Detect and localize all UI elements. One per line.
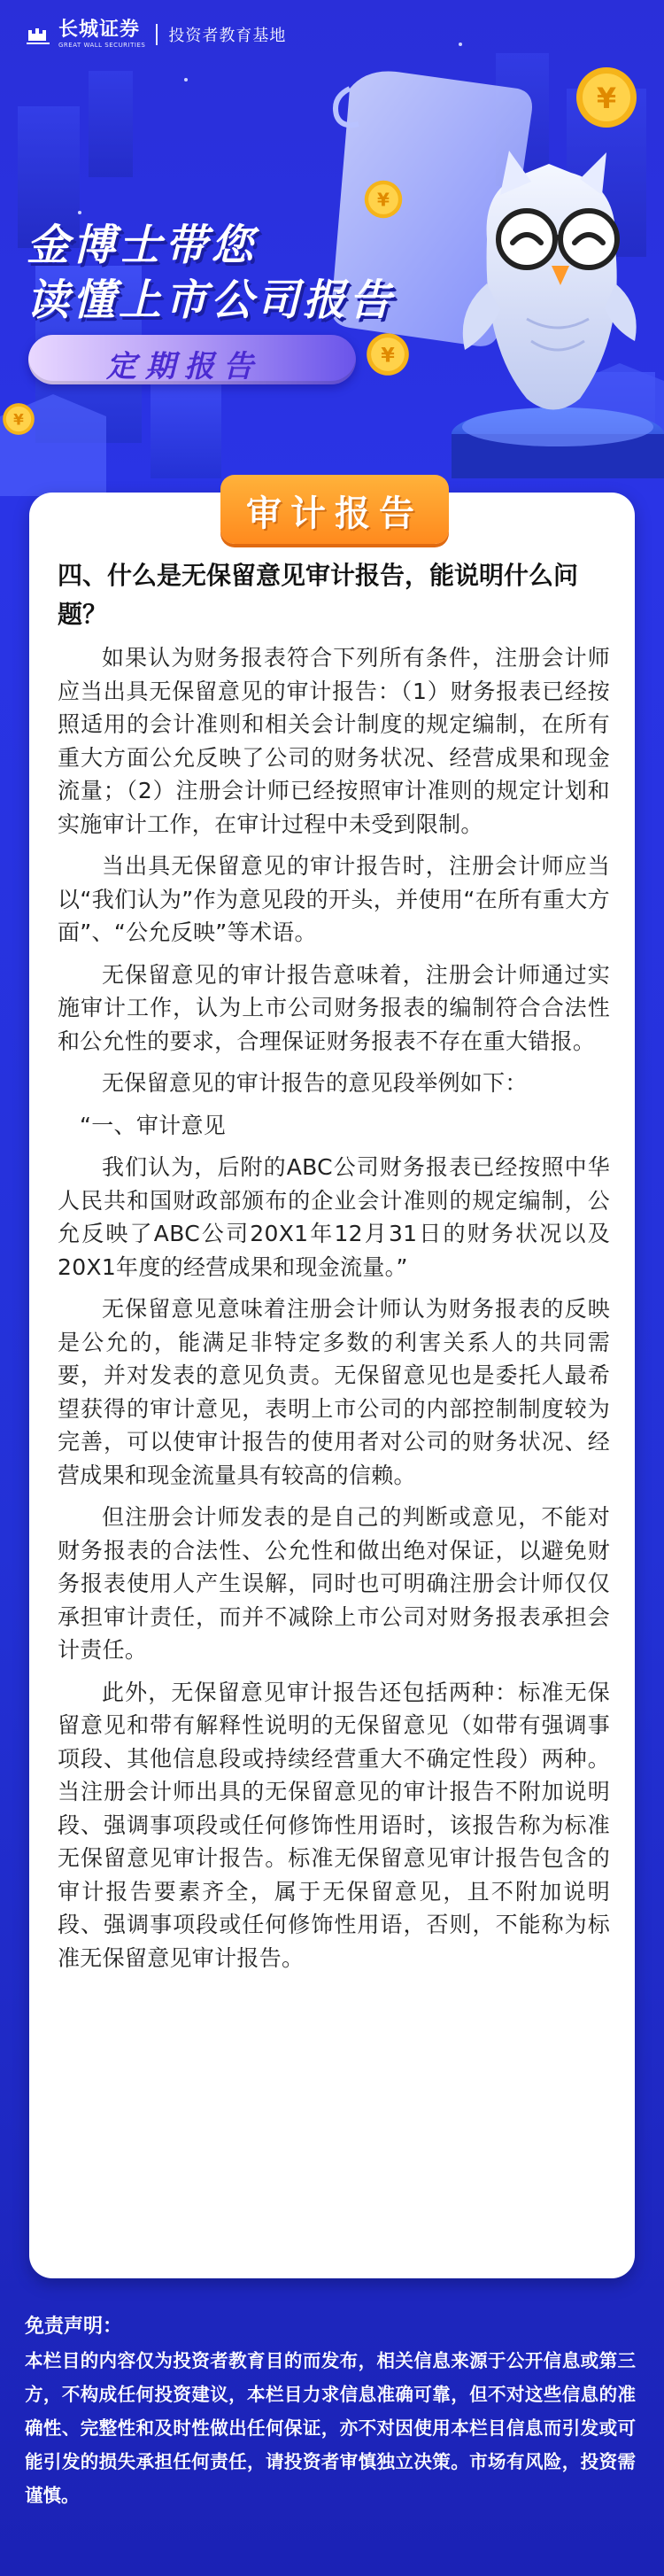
article-paragraph: 当出具无保留意见的审计报告时，注册会计师应当以“我们认为”作为意见段的开头，并使用“在所有重大方面”、“公允反映”等术语。 (58, 853, 610, 945)
article-paragraph: 但注册会计师发表的是自己的判断或意见，不能对财务报表的合法性、公允性和做出绝对保证，以避免财务报表使用人产生误解，同时也可明确注册会计师仅仅承担审计责任，而并不减除上市公司对财务报表承担会计责任。 (58, 1504, 610, 1663)
brand-subtitle: 投资者教育基地 (168, 27, 287, 45)
card-header-title: 审计报告 (246, 493, 423, 534)
article-paragraph: 此外，无保留意见审计报告还包括两种：标准无保留意见和带有解释性说明的无保留意见（如带有强调事项段、其他信息段或持续经营重大不确定性段）两种。当注册会计师出具的无保留意见的审计报告不附加说明段、强调事项段或任何修饰性用语时，该报告称为标准无保留意见审计报告。标准无保留意见审计报告包含的审计报告要素齐全，属于无保留意见，且不附加说明段、强调事项段或任何修饰性用语，否则，不能称为标准无保留意见审计报告。 (58, 1679, 610, 1971)
category-pill-label: 定期报告 (106, 349, 262, 384)
svg-text:¥: ¥ (596, 81, 617, 115)
card-header-tab (220, 475, 449, 544)
coin-icon (571, 62, 642, 133)
brand-name-en: GREAT WALL SECURITIES (58, 42, 146, 49)
coin-icon (361, 177, 405, 221)
article-paragraph: 无保留意见的审计报告意味着，注册会计师通过实施审计工作，认为上市公司财务报表的编制符合合法性和公允性的要求，合理保证财务报表不存在重大错报。 (58, 961, 610, 1054)
great-wall-logo-icon (25, 21, 51, 48)
brand-logo-text (58, 20, 145, 49)
article-paragraph: “一、审计意见 (80, 1112, 227, 1138)
disclaimer-section (25, 2312, 636, 2512)
svg-text:¥: ¥ (377, 189, 390, 211)
coin-icon (0, 400, 37, 438)
question-heading: 四、什么是无保留意见审计报告，能说明什么问题？ (58, 561, 579, 629)
article-paragraph: 我们认为，后附的ABC公司财务报表已经按照中华人民共和国财政部颁布的企业会计准则的规定编制，公允反映了ABC公司20X1年12月31日的财务状况以及20X1年度的经营成果和现金流量。” (58, 1154, 610, 1280)
disclaimer-body: 本栏目的内容仅为投资者教育目的而发布，相关信息来源于公开信息或第三方，不构成任何投资建议，本栏目力求信息准确可靠，但不对这些信息的准确性、完整性和及时性做出任何保证，亦不对因使用本栏目信息而引发或可能引发的损失承担任何责任，请投资者审慎独立决策。市场有风险，投资需谨慎。 (25, 2350, 636, 2506)
brand-bar (25, 16, 286, 53)
hero-title-line1: 金博士带您 (27, 221, 258, 270)
article-paragraph: 如果认为财务报表符合下列所有条件，注册会计师应当出具无保留意见的审计报告：（1）财务报表已经按照适用的会计准则和相关会计制度的规定编制，在所有重大方面公允反映了公司的财务状况、经营成果和现金流量；（2）注册会计师已经按照审计准则的规定计划和实施审计工作，在审计过程中未受到限制。 (58, 645, 610, 837)
disclaimer-title: 免责声明： (25, 2316, 123, 2338)
hero-banner (0, 0, 664, 496)
article-paragraph: 无保留意见的审计报告的意见段举例如下： (102, 1070, 528, 1096)
article-card (29, 493, 635, 2278)
brand-divider (156, 24, 158, 45)
brand-name: 长城证券 (58, 19, 141, 41)
category-pill (28, 335, 356, 384)
svg-text:¥: ¥ (381, 344, 395, 368)
owl-mascot-illustration (403, 133, 664, 478)
hero-title-line2: 读懂上市公司报告 (27, 275, 396, 325)
svg-text:¥: ¥ (13, 410, 24, 429)
article-body (58, 641, 610, 1983)
article-paragraph: 无保留意见意味着注册会计师认为财务报表的反映是公允的，能满足非特定多数的利害关系人的共同需要，并对发表的意见负责。无保留意见也是委托人最希望获得的审计意见，表明上市公司的内部控制制度较为完善，可以使审计报告的使用者对公司的财务状况、经营成果和现金流量具有较高的信赖。 (58, 1296, 610, 1488)
